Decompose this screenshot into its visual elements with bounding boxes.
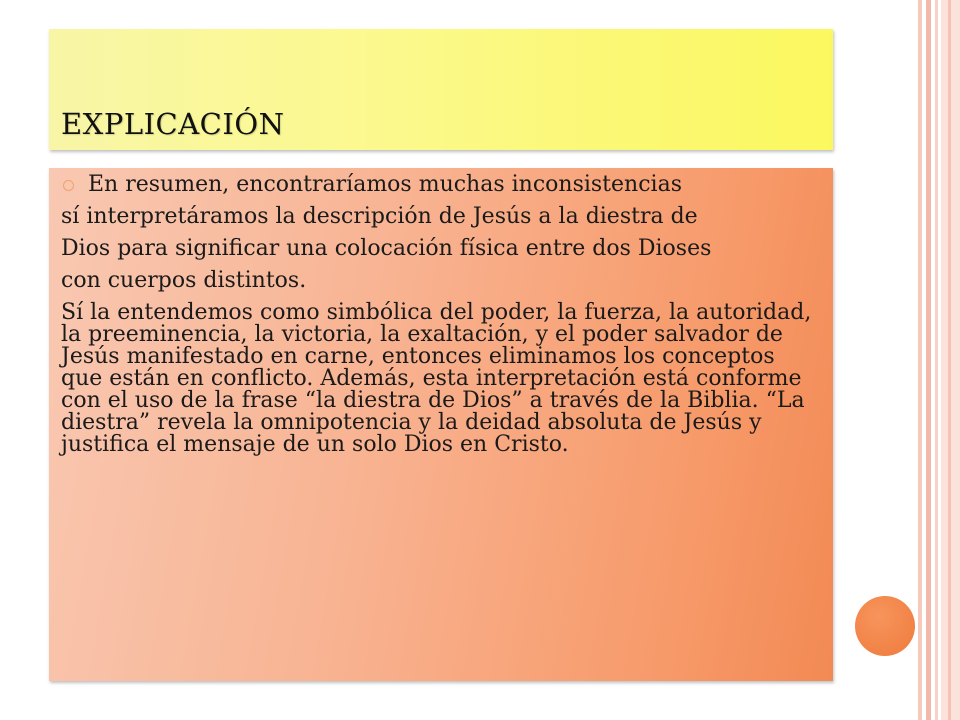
title-box [49,29,833,150]
decorative-stripe [926,0,931,720]
decorative-stripe [918,0,922,720]
decorative-stripe [948,0,951,720]
paragraph: con cuerpos distintos. [61,268,307,293]
paragraph: Sí la entendemos como simbólica del poder, la fuerza, la autoridad, la preeminencia, la victoria, la exaltación, y el poder salvador de Jesús manifestado en carne, entonces eliminamos los conceptos que están en conflicto. Además, esta interpretación está conforme con el uso de la frase “la diestra de Dios” a través de la Biblia. “La diestra” revela la omnipotencia y la deidad absoluta de Jesús y justifica el mensaje de un solo Dios en Cristo. [61,300,812,457]
bullet-icon [63,180,74,191]
bullet-text: En resumen, encontraríamos muchas inconsistencias [88,172,682,197]
slide-title: EXPLICACIÓN [61,107,285,141]
content-box [49,168,833,681]
decorative-circle [855,596,915,656]
slide-content [61,174,821,466]
decorative-stripe [935,0,938,720]
paragraph: Dios para significar una colocación física entre dos Dioses [61,236,712,261]
paragraph: sí interpretáramos la descripción de Jesús a la diestra de [61,204,698,229]
bullet-item [61,174,821,196]
